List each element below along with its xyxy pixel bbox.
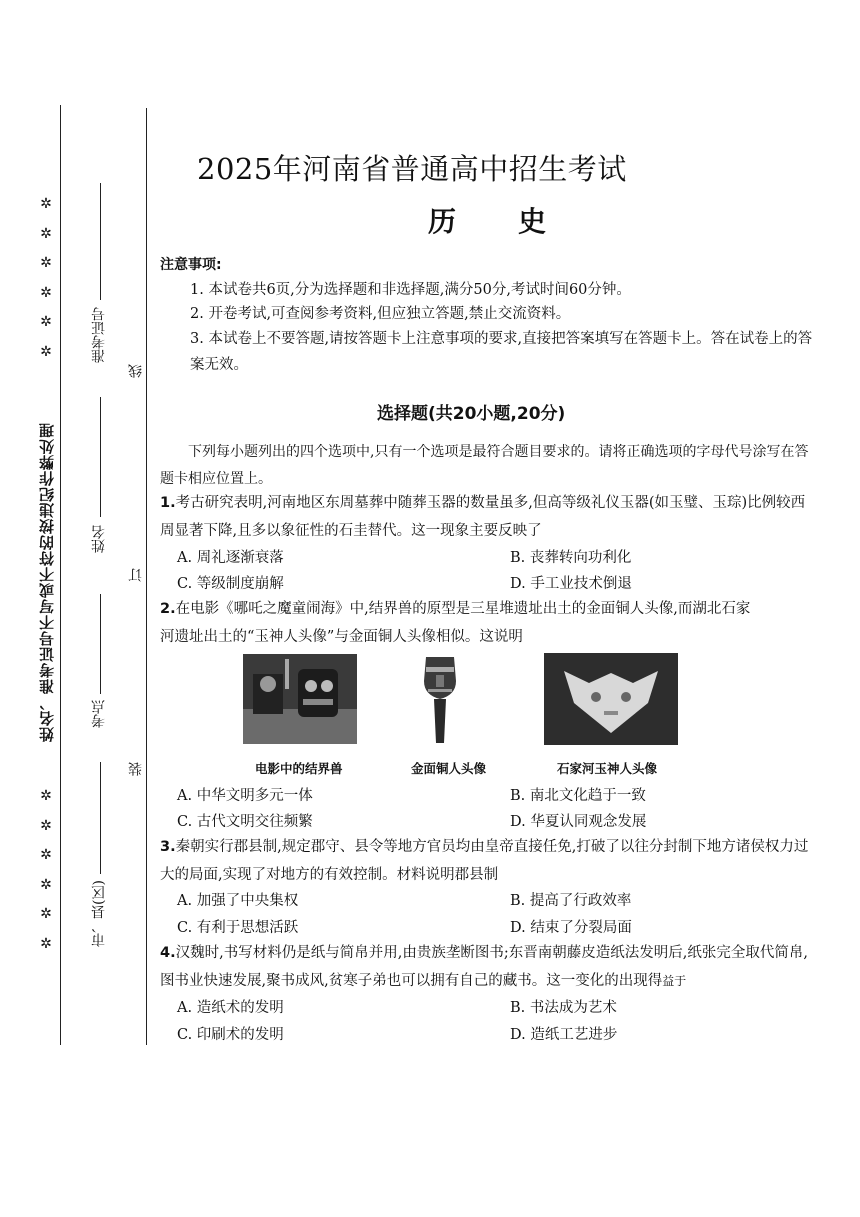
question-stem: 在电影《哪吒之魔童闹海》中,结界兽的原型是三星堆遗址出土的金面铜人头像,而湖北石家河遗址出土的“玉神人头像”与金面铜人头像相似。这说明 — [160, 601, 751, 645]
section-title: 选择题(共20小题,20分) — [377, 404, 566, 424]
q1-option-d[interactable]: D. 手工业技术倒退 — [510, 576, 632, 592]
star-column-top: ✲ ✲ ✲ ✲ ✲ ✲ — [40, 196, 52, 360]
caption-movie-creature: 电影中的结界兽 — [255, 761, 343, 776]
question-3 — [160, 834, 816, 889]
cut-mark-xian: 线 — [128, 364, 144, 378]
q1-option-c[interactable]: C. 等级制度崩解 — [177, 576, 284, 592]
venue-blank[interactable] — [100, 594, 101, 694]
q1-option-a[interactable]: A. 周礼逐渐衰落 — [177, 550, 284, 566]
section-intro: 下列每小题列出的四个选项中,只有一个选项是最符合题目要求的。请将正确选项的字母代号涂写在答题卡相应位置上。 — [160, 444, 809, 487]
note-item: 3. 本试卷上不要答题,请按答题卡上注意事项的要求,直接把答案填写在答题卡上。答在试卷上的答案无效。 — [190, 331, 813, 373]
question-stem-tail: 益于 — [662, 973, 687, 988]
exam-title: 2025年河南省普通高中招生考试 — [197, 152, 627, 186]
exam-number-label: 准考证号 — [91, 307, 107, 363]
question-number: 3. — [160, 839, 176, 855]
q4-option-c[interactable]: C. 印刷术的发明 — [177, 1027, 284, 1043]
question-stem: 考古研究表明,河南地区东周墓葬中随葬玉器的数量虽多,但高等级礼仪玉器(如玉璧、玉琮)比例较西周显著下降,且多以象征性的石圭替代。这一现象主要反映了 — [160, 495, 806, 539]
q4-option-b[interactable]: B. 书法成为艺术 — [510, 1000, 617, 1016]
note-item: 2. 开卷考试,可查阅参考资料,但应独立答题,禁止交流资料。 — [190, 306, 571, 322]
caption-bronze-head: 金面铜人头像 — [411, 761, 487, 776]
subject-title: 历史 — [428, 205, 609, 238]
question-number: 2. — [160, 601, 176, 617]
notes-heading: 注意事项: — [160, 257, 222, 273]
exam-number-blank[interactable] — [100, 183, 101, 300]
city-blank[interactable] — [100, 762, 101, 874]
q3-option-a[interactable]: A. 加强了中央集权 — [177, 893, 299, 909]
binding-cut-line — [146, 108, 147, 1045]
city-label: 市、县(区) — [91, 880, 107, 947]
q4-option-a[interactable]: A. 造纸术的发明 — [177, 1000, 284, 1016]
q3-option-c[interactable]: C. 有利于思想活跃 — [177, 920, 299, 936]
movie-creature-image — [243, 654, 357, 744]
caption-jade-head: 石家河玉神人头像 — [557, 761, 658, 776]
note-item: 1. 本试卷共6页,分为选择题和非选择题,满分50分,考试时间60分钟。 — [190, 282, 631, 298]
cut-mark-zhuang: 装 — [128, 762, 144, 776]
bronze-head-image — [420, 655, 460, 747]
name-label: 姓名 — [91, 525, 107, 553]
question-number: 1. — [160, 495, 176, 511]
q4-option-d[interactable]: D. 造纸工艺进步 — [510, 1027, 618, 1043]
q2-option-b[interactable]: B. 南北文化趋于一致 — [510, 788, 646, 804]
question-4 — [160, 940, 816, 995]
binding-border-left — [60, 105, 61, 1045]
cut-mark-ding: 订 — [128, 568, 144, 582]
q3-option-d[interactable]: D. 结束了分裂局面 — [510, 920, 632, 936]
q2-option-a[interactable]: A. 中华文明多元一体 — [177, 788, 313, 804]
jade-head-image — [544, 653, 678, 745]
name-blank[interactable] — [100, 397, 101, 517]
binding-warning: 姓名、准考证号不写或不符的按违纪作弊处理 — [38, 422, 56, 742]
question-1 — [160, 490, 816, 545]
q2-option-c[interactable]: C. 古代文明交往频繁 — [177, 814, 313, 830]
question-stem: 秦朝实行郡县制,规定郡守、县令等地方官员均由皇帝直接任免,打破了以往分封制下地方诸侯权力过大的局面,实现了对地方的有效控制。材料说明郡县制 — [160, 839, 809, 883]
star-column-bottom: ✲ ✲ ✲ ✲ ✲ ✲ — [40, 788, 52, 952]
q1-option-b[interactable]: B. 丧葬转向功利化 — [510, 550, 632, 566]
q3-option-b[interactable]: B. 提高了行政效率 — [510, 893, 632, 909]
q2-option-d[interactable]: D. 华夏认同观念发展 — [510, 814, 647, 830]
question-number: 4. — [160, 945, 176, 961]
question-2 — [160, 596, 760, 651]
venue-label: 考点 — [91, 700, 107, 728]
question-stem: 汉魏时,书写材料仍是纸与简帛并用,由贵族垄断图书;东晋南朝藤皮造纸法发明后,纸张完全取代简帛,图书业快速发展,聚书成风,贫寒子弟也可以拥有自己的藏书。这一变化的出现得 — [160, 945, 808, 989]
